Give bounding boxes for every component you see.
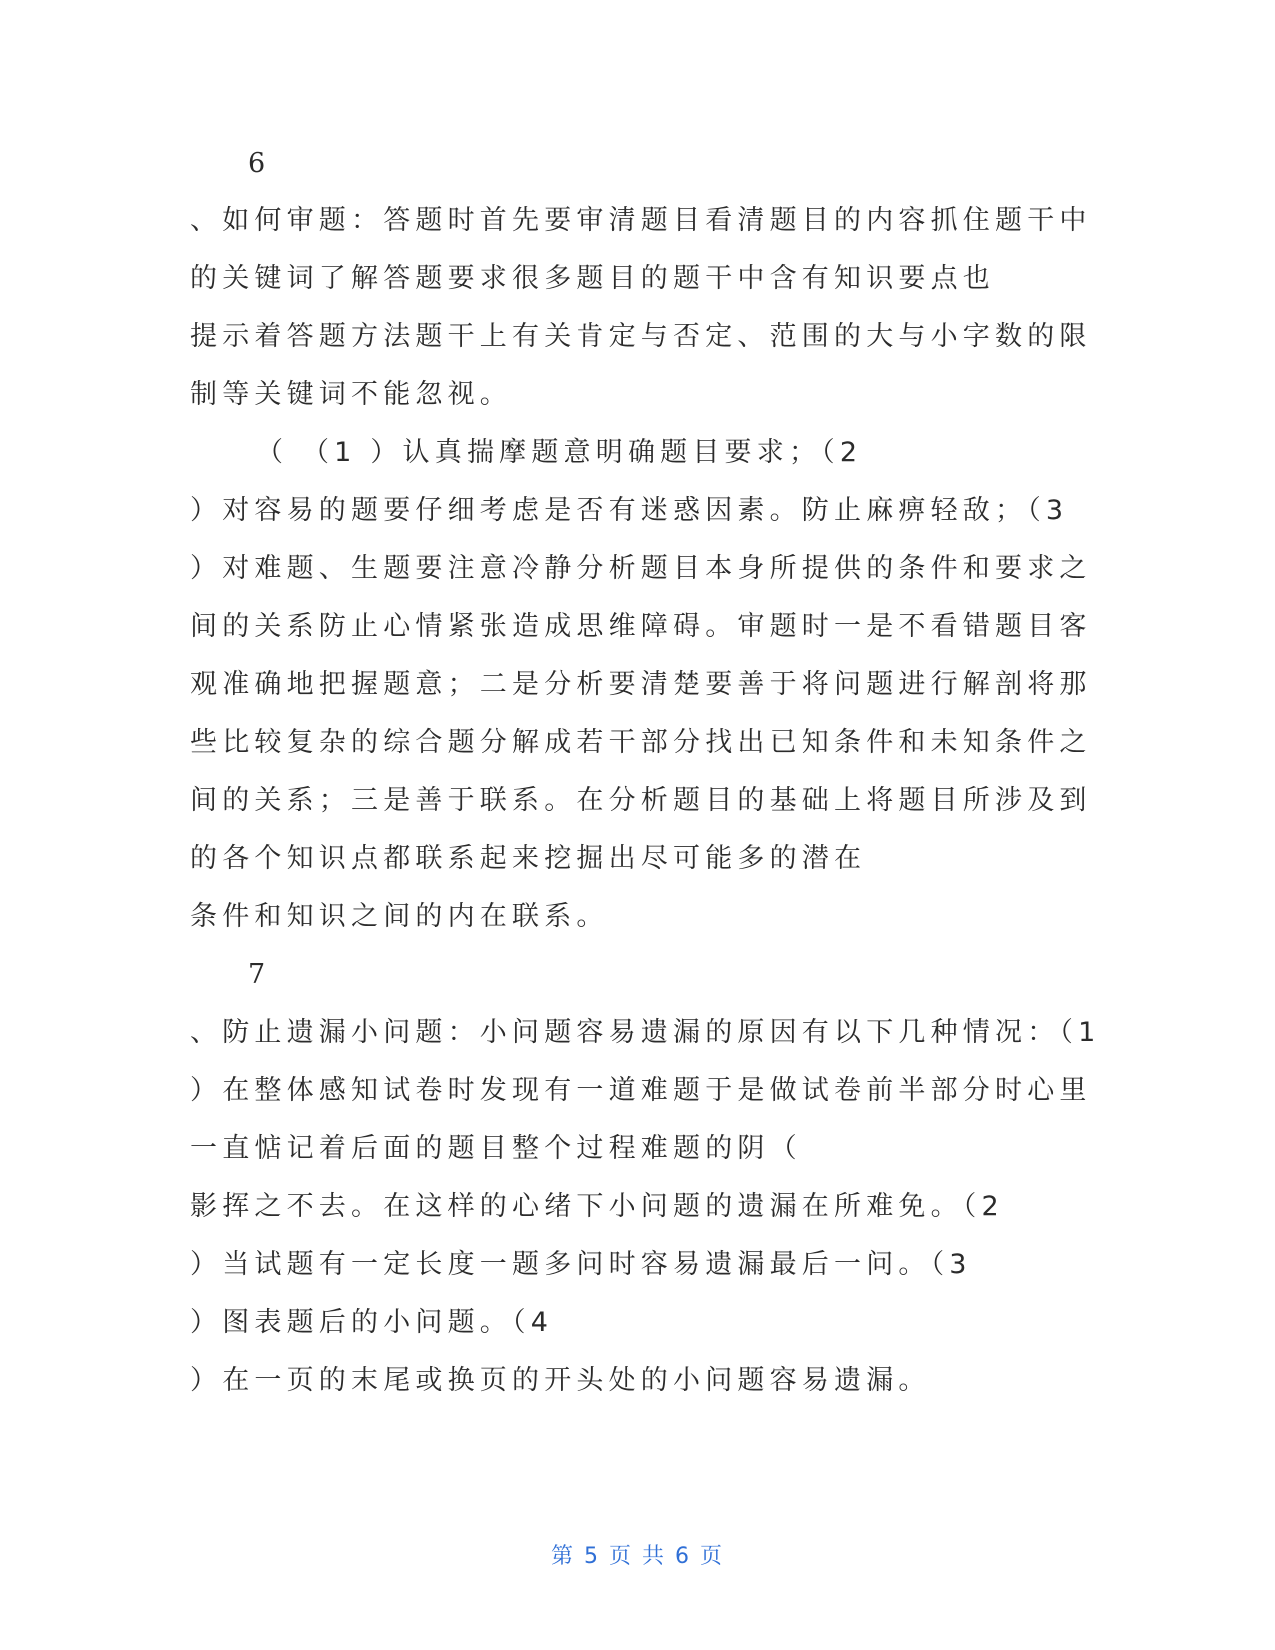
- section-6-line-5: （ （1 ）认真揣摩题意明确题目要求；（2: [256, 437, 863, 468]
- section-7-line-1: 、防止遗漏小问题：小问题容易遗漏的原因有以下几种情况：（1: [190, 1017, 1101, 1048]
- section-6-line-7: ）对难题、生题要注意冷静分析题目本身所提供的条件和要求之: [190, 553, 1092, 584]
- section-6-line-12: 的各个知识点都联系起来挖掘出尽可能多的潜在: [190, 843, 867, 874]
- section-7-number: 7: [248, 959, 266, 990]
- section-7-line-6: ）图表题后的小问题。（4: [190, 1307, 554, 1338]
- section-7-line-5: ）当试题有一定长度一题多问时容易遗漏最后一问。（3: [190, 1249, 972, 1280]
- section-6-line-11: 间的关系；三是善于联系。在分析题目的基础上将题目所涉及到: [190, 785, 1092, 816]
- section-6-line-10: 些比较复杂的综合题分解成若干部分找出已知条件和未知条件之: [190, 727, 1092, 758]
- section-6-line-1: 、如何审题：答题时首先要审清题目看清题目的内容抓住题干中: [190, 205, 1092, 236]
- section-6-line-8: 间的关系防止心情紧张造成思维障碍。审题时一是不看错题目客: [190, 611, 1092, 642]
- section-6-number: 6: [248, 148, 266, 179]
- section-6-line-3: 提示着答题方法题干上有关肯定与否定、范围的大与小字数的限: [190, 321, 1092, 352]
- page-footer: 第 5 页 共 6 页: [551, 1544, 724, 1569]
- section-7-line-2: ）在整体感知试卷时发现有一道难题于是做试卷前半部分时心里: [190, 1075, 1092, 1106]
- section-6-line-9: 观准确地把握题意；二是分析要清楚要善于将问题进行解剖将那: [190, 669, 1092, 700]
- section-7-line-4: 影挥之不去。在这样的心绪下小问题的遗漏在所难免。（2: [190, 1191, 1004, 1222]
- section-6-line-6: ）对容易的题要仔细考虑是否有迷惑因素。防止麻痹轻敌；（3: [190, 495, 1069, 526]
- section-6-line-2: 的关键词了解答题要求很多题目的题干中含有知识要点也: [190, 263, 995, 294]
- section-6-line-4: 制等关键词不能忽视。: [190, 379, 512, 410]
- section-7-line-7: ）在一页的末尾或换页的开头处的小问题容易遗漏。: [190, 1365, 931, 1396]
- section-6-line-13: 条件和知识之间的内在联系。: [190, 901, 609, 932]
- section-7-line-3: 一直惦记着后面的题目整个过程难题的阴（: [190, 1133, 802, 1164]
